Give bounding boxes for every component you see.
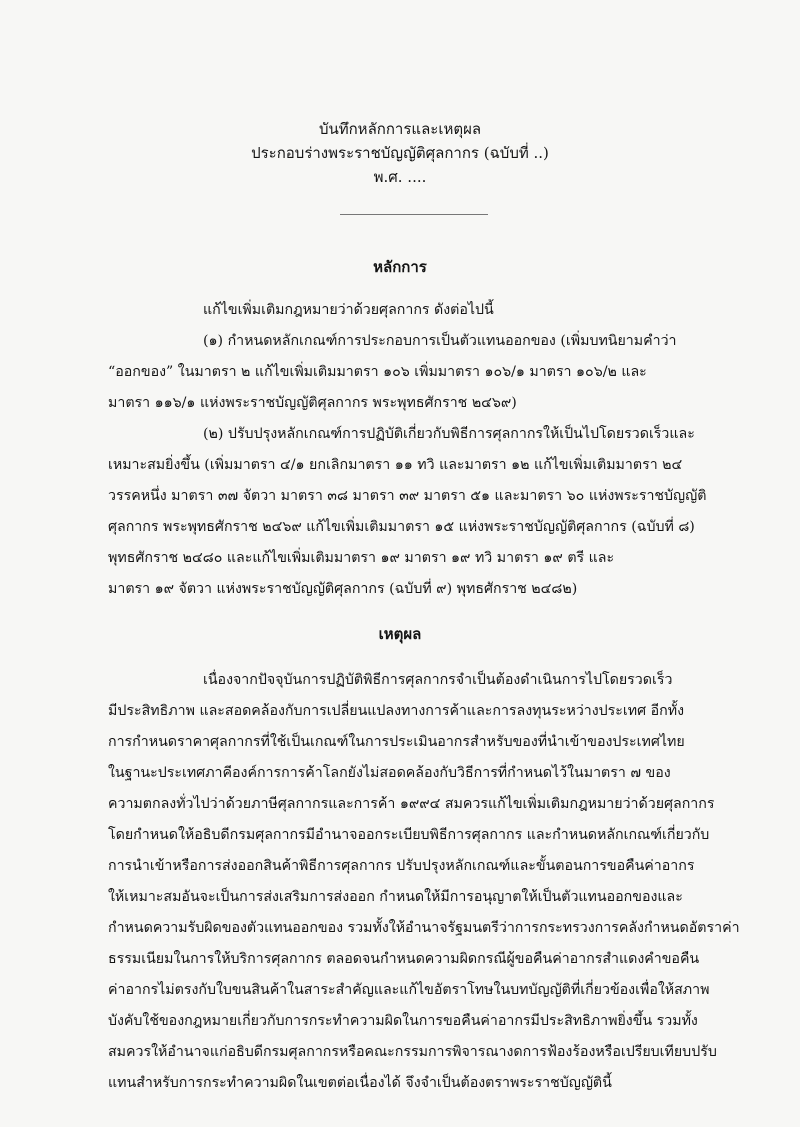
document-year: พ.ศ. ....: [373, 168, 427, 186]
document-title: บันทึกหลักการและเหตุผล: [318, 120, 482, 138]
reason-line-1: เนื่องจากปัจจุบันการปฏิบัติพิธีการศุลกากรจำเป็นต้องดำเนินการไปโดยรวดเร็ว: [203, 672, 673, 688]
reason-line-2: มีประสิทธิภาพ และสอดคล้องกับการเปลี่ยนแปลงทางการค้าและการลงทุนระหว่างประเทศ อีกทั้ง: [108, 703, 685, 719]
principle-line-5: (๒) ปรับปรุงหลักเกณฑ์การปฏิบัติเกี่ยวกับพิธีการศุลกากรให้เป็นไปโดยรวดเร็วและ: [203, 426, 695, 442]
title-divider: [340, 214, 488, 215]
reason-line-12: บังคับใช้ของกฎหมายเกี่ยวกับการกระทำความผิดในการขอคืนค่าอากรมีประสิทธิภาพยิ่งขึ้น รวมทั้ง: [108, 1013, 698, 1029]
principle-line-10: มาตรา ๑๙ จัตวา แห่งพระราชบัญญัติศุลกากร (ฉบับที่ ๙) พุทธศักราช ๒๔๘๒): [108, 581, 578, 597]
reason-line-3: การกำหนดราคาศุลกากรที่ใช้เป็นเกณฑ์ในการประเมินอากรสำหรับของที่นำเข้าของประเทศไทย: [108, 734, 685, 750]
reason-line-4: ในฐานะประเทศภาคีองค์การการค้าโลกยังไม่สอดคล้องกับวิธีการที่กำหนดไว้ในมาตรา ๗ ของ: [108, 765, 671, 781]
principle-line-9: พุทธศักราช ๒๔๘๐ และแก้ไขเพิ่มเติมมาตรา ๑๙ มาตรา ๑๙ ทวิ มาตรา ๑๙ ตรี และ: [108, 550, 615, 566]
principle-line-2: (๑) กำหนดหลักเกณฑ์การประกอบการเป็นตัวแทนออกของ (เพิ่มบทนิยามคำว่า: [203, 333, 677, 349]
principle-line-3: “ออกของ” ในมาตรา ๒ แก้ไขเพิ่มเติมมาตรา ๑๐๖ เพิ่มมาตรา ๑๐๖/๑ มาตรา ๑๐๖/๒ และ: [108, 364, 647, 380]
reason-line-10: ธรรมเนียมในการให้บริการศุลกากร ตลอดจนกำหนดความผิดกรณีผู้ขอคืนค่าอากรสำแดงคำขอคืน: [108, 951, 700, 967]
reason-line-9: กำหนดความรับผิดของตัวแทนออกของ รวมทั้งให้อำนาจรัฐมนตรีว่าการกระทรวงการคลังกำหนดอัตราค่า: [108, 920, 740, 936]
document-title-block: [0, 117, 800, 189]
principle-line-7: วรรคหนึ่ง มาตรา ๓๗ จัตวา มาตรา ๓๘ มาตรา ๓๙ มาตรา ๕๑ และมาตรา ๖๐ แห่งพระราชบัญญัติ: [108, 488, 707, 504]
principle-line-8: ศุลกากร พระพุทธศักราช ๒๔๖๙ แก้ไขเพิ่มเติมมาตรา ๑๕ แห่งพระราชบัญญัติศุลกากร (ฉบับที่ ๘): [108, 519, 695, 535]
reason-line-11: ค่าอากรไม่ตรงกับใบขนสินค้าในสาระสำคัญและแก้ไขอัตราโทษในบทบัญญัติที่เกี่ยวข้องเพื่อให้สภาพ: [108, 982, 710, 998]
reason-heading: เหตุผล: [378, 625, 422, 643]
principle-line-6: เหมาะสมยิ่งขึ้น (เพิ่มมาตรา ๔/๑ ยกเลิกมาตรา ๑๑ ทวิ และมาตรา ๑๒ แก้ไขเพิ่มเติมมาตรา ๒๔: [108, 457, 683, 473]
principle-line-4: มาตรา ๑๑๖/๑ แห่งพระราชบัญญัติศุลกากร พระพุทธศักราช ๒๔๖๙): [108, 395, 517, 411]
reason-line-5: ความตกลงทั่วไปว่าด้วยภาษีศุลกากรและการค้า ๑๙๙๔ สมควรแก้ไขเพิ่มเติมกฎหมายว่าด้วยศุลกากร: [108, 796, 715, 812]
reason-line-14: แทนสำหรับการกระทำความผิดในเขตต่อเนื่องได้ จึงจำเป็นต้องตราพระราชบัญญัตินี้: [108, 1075, 612, 1091]
reason-line-8: ให้เหมาะสมอันจะเป็นการส่งเสริมการส่งออก กำหนดให้มีการอนุญาตให้เป็นตัวแทนออกของและ: [108, 889, 683, 905]
reason-line-13: สมควรให้อำนาจแก่อธิบดีกรมศุลกากรหรือคณะกรรมการพิจารณางดการฟ้องร้องหรือเปรียบเทียบปรับ: [108, 1044, 717, 1060]
reason-line-6: โดยกำหนดให้อธิบดีกรมศุลกากรมีอำนาจออกระเบียบพิธีการศุลกากร และกำหนดหลักเกณฑ์เกี่ยวกับ: [108, 827, 710, 843]
reason-line-7: การนำเข้าหรือการส่งออกสินค้าพิธีการศุลกากร ปรับปรุงหลักเกณฑ์และขั้นตอนการขอคืนค่าอากร: [108, 858, 695, 874]
principle-line-1: แก้ไขเพิ่มเติมกฎหมายว่าด้วยศุลกากร ดังต่อไปนี้: [203, 302, 494, 318]
principle-heading: หลักการ: [373, 258, 427, 276]
document-subtitle: ประกอบร่างพระราชบัญญัติศุลกากร (ฉบับที่ ..): [251, 144, 549, 162]
